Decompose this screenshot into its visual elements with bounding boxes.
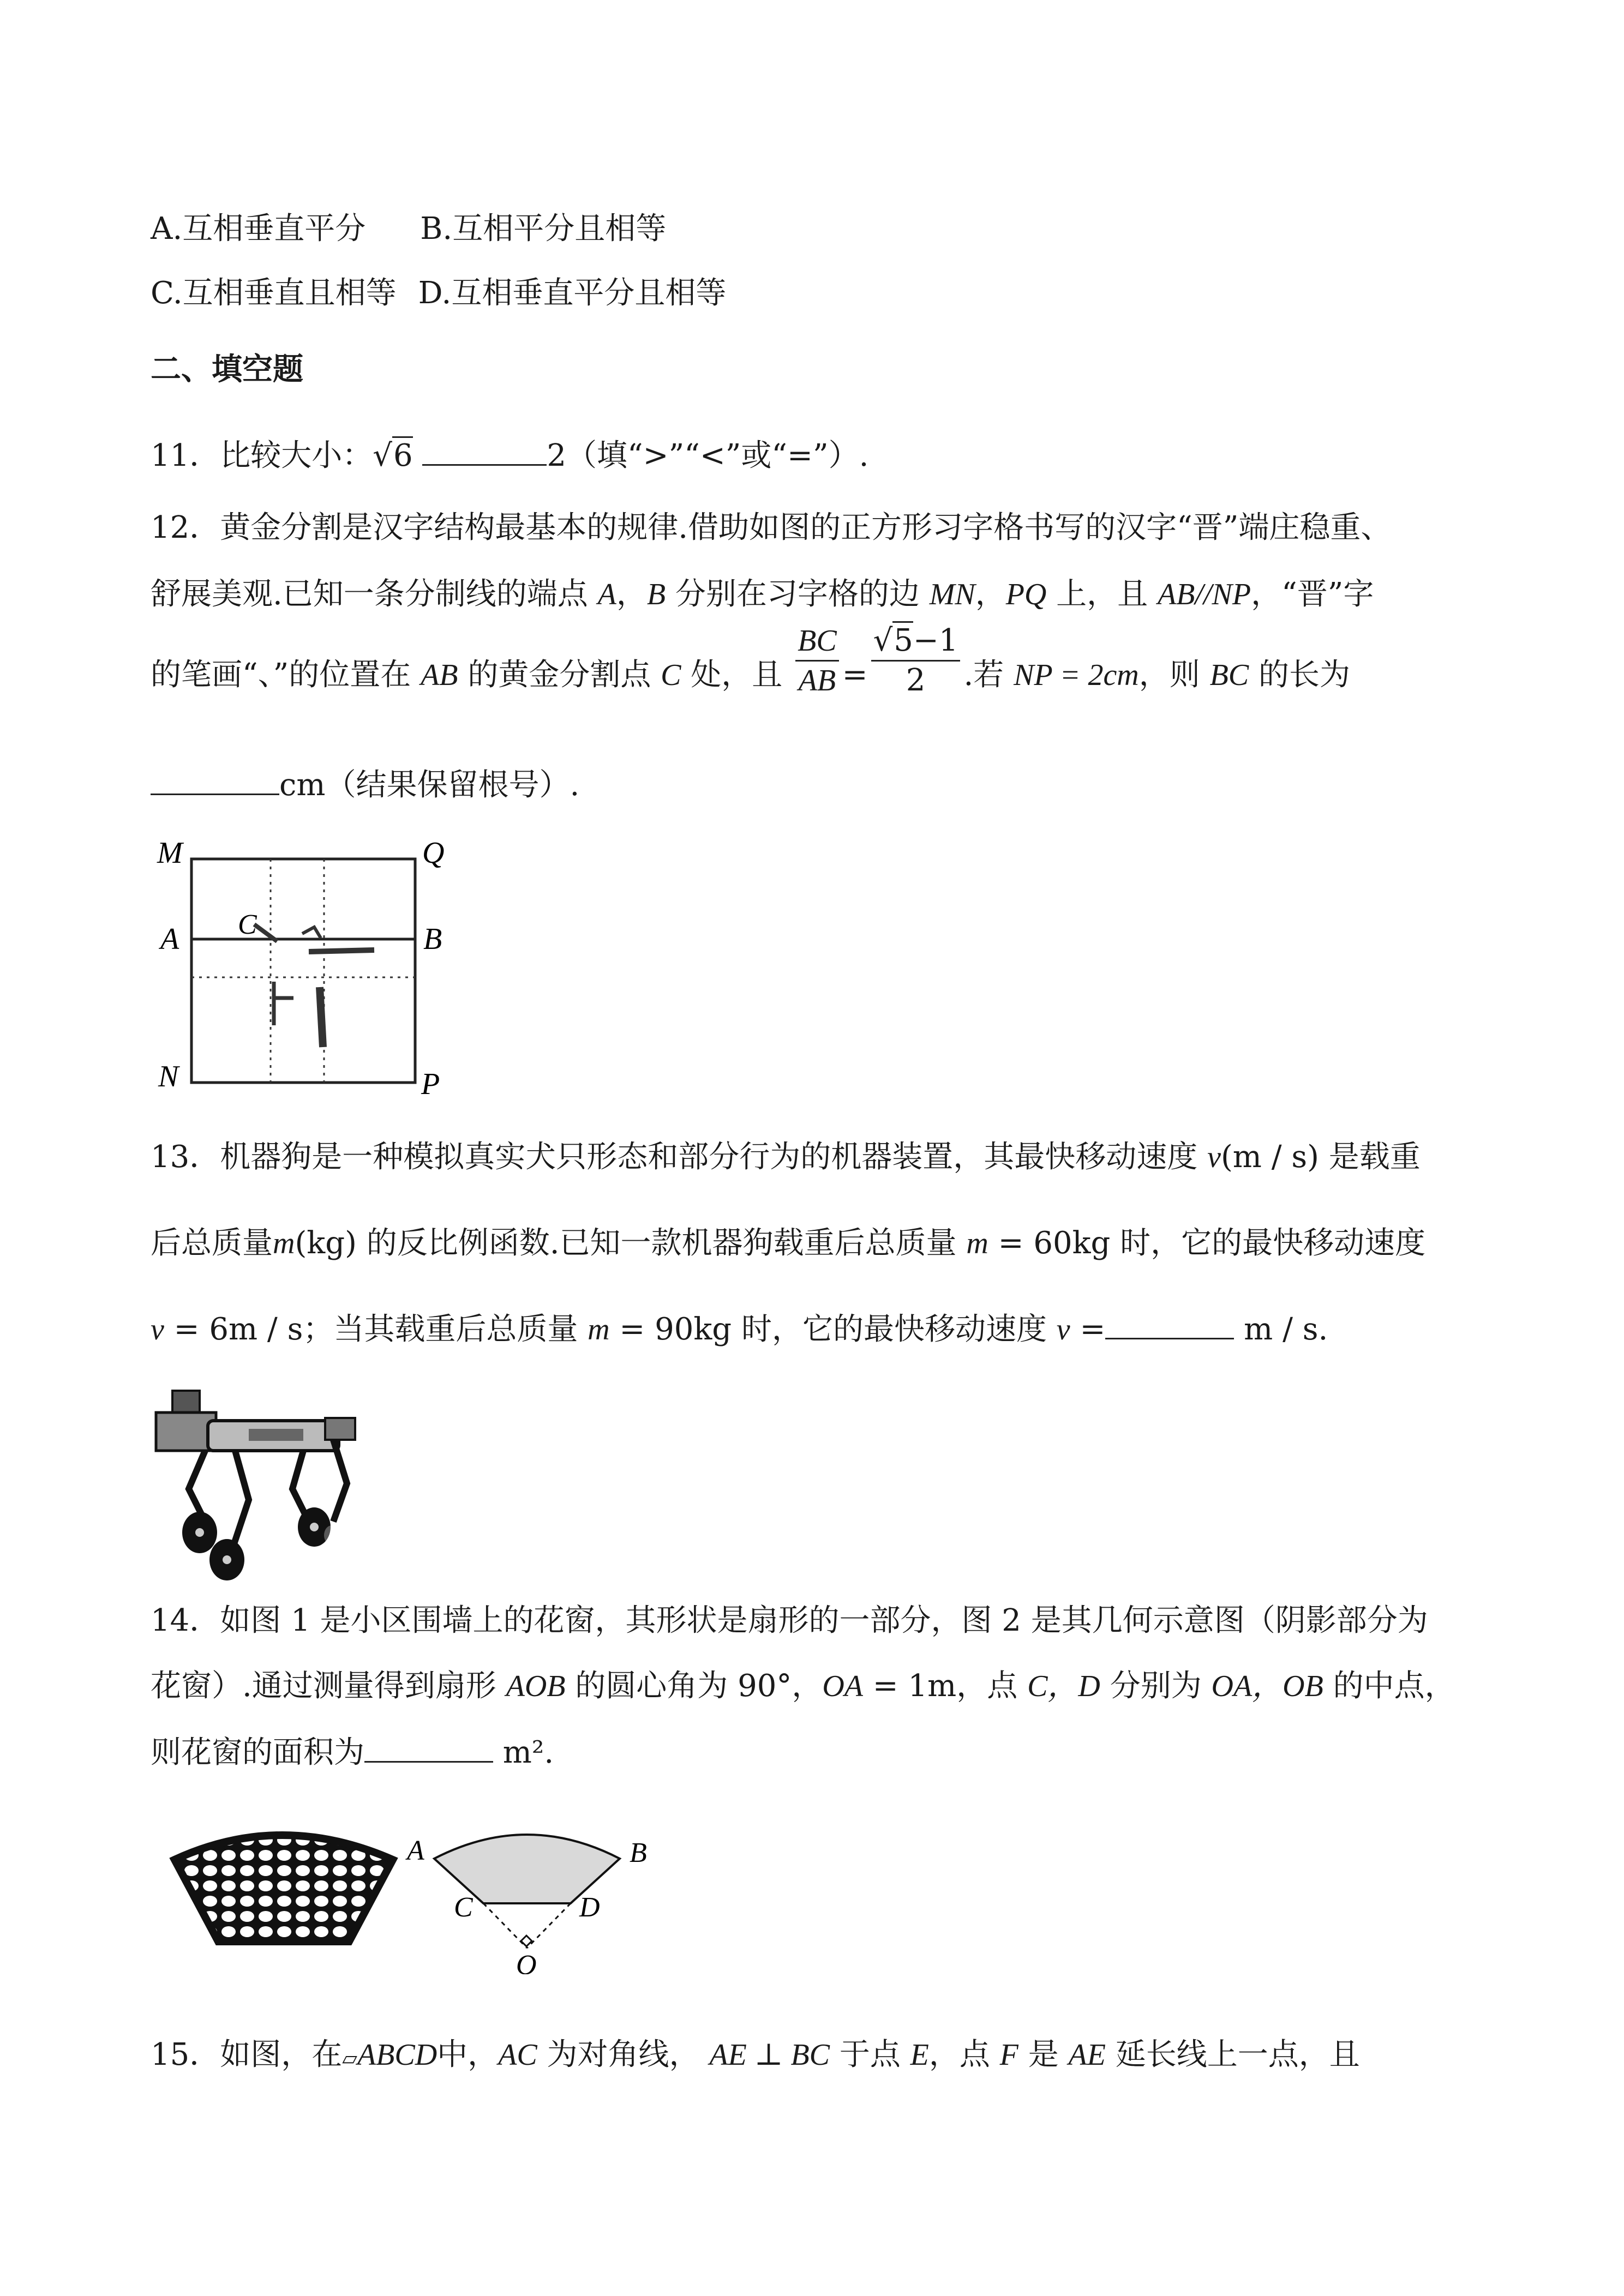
q12-line-1: 12．黄金分割是汉字结构最基本的规律.借助如图的正方形习字格书写的汉字“晋”端庄稳重、 bbox=[151, 510, 1392, 545]
sector-diagram bbox=[401, 1794, 663, 1974]
section-title: 二、填空题 bbox=[151, 352, 303, 387]
q13-line-3: v = 6m / s；当其载重后总质量 m = 90kg 时，它的最快移动速度 v = m / s. bbox=[151, 1312, 1328, 1347]
fraction-golden-ratio: $\frac{√5-1}{2}$ bbox=[871, 622, 961, 700]
fraction-bc-ab: $\frac{BC}{AB}$ bbox=[795, 622, 839, 700]
answer-blank-q12[interactable] bbox=[151, 794, 279, 795]
q13-line-1: 13．机器狗是一种模拟真实犬只形态和部分行为的机器装置，其最快移动速度 v(m / s) 是载重 bbox=[151, 1139, 1421, 1175]
q10-option-a: A.互相垂直平分 bbox=[151, 211, 366, 247]
answer-blank-q14[interactable] bbox=[364, 1761, 493, 1763]
q14-line-1: 14．如图 1 是小区围墙上的花窗，其形状是扇形的一部分，图 2 是其几何示意图（阴影部分为 bbox=[151, 1603, 1428, 1638]
q13-line-2: 后总质量m(kg) 的反比例函数.已知一款机器狗载重后总质量 m = 60kg 时，它的最快移动速度 bbox=[151, 1225, 1426, 1261]
flower-window-photo bbox=[164, 1816, 404, 1958]
label-n: N bbox=[158, 1060, 179, 1093]
q10-option-d: D.互相垂直平分且相等 bbox=[418, 275, 727, 311]
q10-option-b: B.互相平分且相等 bbox=[420, 211, 667, 247]
q10-options-row-1 bbox=[151, 211, 667, 247]
label-c: C bbox=[238, 909, 257, 940]
q12-figure-grid bbox=[151, 834, 456, 1107]
q12-line-4: cm（结果保留根号）. bbox=[151, 770, 579, 801]
label-b: B bbox=[630, 1837, 647, 1868]
label-p: P bbox=[421, 1067, 440, 1101]
q12-line-2: 舒展美观.已知一条分制线的端点 A，B 分别在习字格的边 MN，PQ 上，且 AB//NP，“晋”字 bbox=[151, 576, 1374, 612]
label-m: M bbox=[157, 836, 183, 870]
label-b: B bbox=[423, 922, 442, 956]
q10-options-row-2 bbox=[151, 275, 727, 311]
q15-line-1: 15．如图，在▱ABCD中，AC 为对角线， AE ⊥ BC 于点 E，点 F 是 AE 延长线上一点，且 bbox=[151, 2037, 1360, 2072]
label-q: Q bbox=[422, 836, 445, 870]
label-d: D bbox=[579, 1892, 600, 1923]
label-a: A bbox=[160, 922, 179, 956]
q14-line-3: 则花窗的面积为 m². bbox=[151, 1735, 554, 1770]
label-c: C bbox=[454, 1892, 473, 1923]
label-a: A bbox=[407, 1835, 424, 1866]
robot-dog-image bbox=[145, 1380, 374, 1587]
q12-line-3: 的笔画“、”的位置在 AB 的黄金分割点 C 处，且 $\frac{BC}{AB}$ = $\frac{√5-1}{2}$ .若 NP = 2cm，则 BC 的长为 bbox=[151, 654, 1350, 700]
q10-option-c: C.互相垂直且相等 bbox=[151, 275, 397, 311]
parallelogram-icon: ▱ bbox=[342, 2047, 357, 2070]
answer-blank-q11[interactable] bbox=[422, 464, 547, 466]
answer-blank-q13[interactable] bbox=[1105, 1338, 1234, 1339]
label-o: O bbox=[516, 1950, 537, 1974]
q11-line: 11．比较大小：√6 2（填“>”“<”或“=”）. bbox=[151, 441, 868, 471]
sqrt-sign: √ bbox=[373, 438, 392, 473]
radicand: 6 bbox=[392, 436, 413, 473]
q14-line-2: 花窗）.通过测量得到扇形 AOB 的圆心角为 90°，OA = 1m，点 C，D 分别为 OA，OB 的中点， bbox=[151, 1668, 1455, 1704]
